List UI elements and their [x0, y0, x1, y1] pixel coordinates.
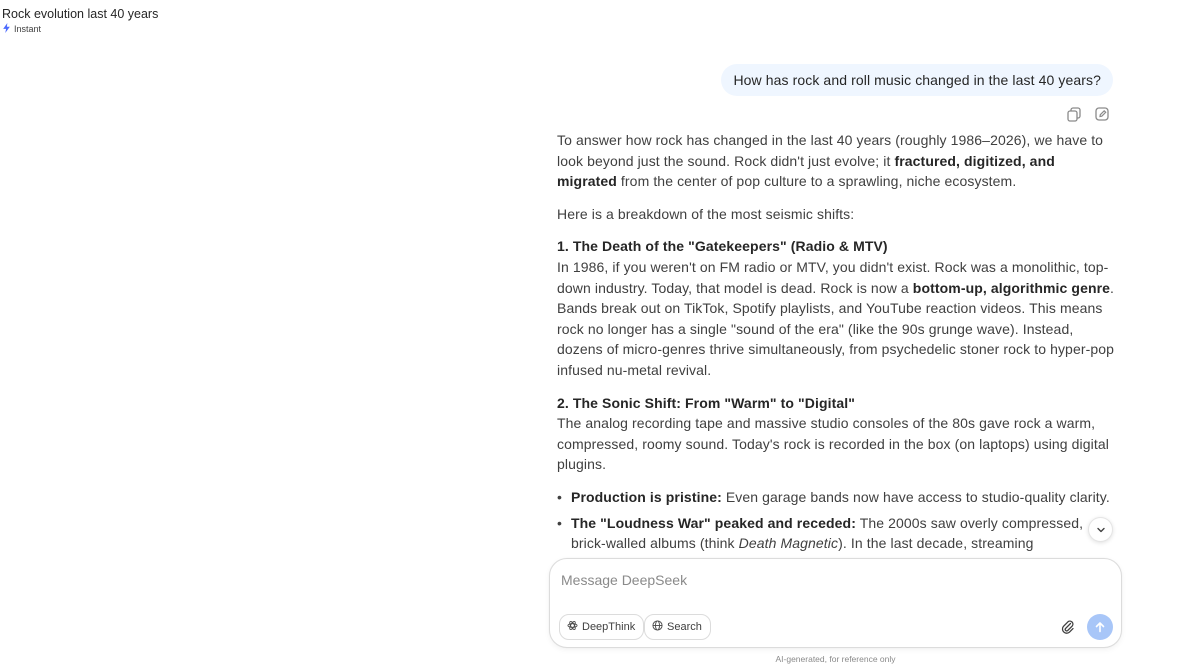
chat-header [2, 6, 158, 35]
model-label: Instant [14, 24, 42, 34]
lightning-icon [2, 23, 11, 35]
answer-intro [557, 130, 1116, 192]
list-item [557, 487, 1116, 508]
section-2 [557, 393, 1116, 475]
model-tag [2, 23, 158, 35]
globe-icon [652, 620, 663, 634]
section-1-heading: 1. The Death of the "Gatekeepers" (Radio & MTV) [557, 238, 888, 255]
section-2-text: The analog recording tape and massive studio consoles of the 80s gave rock a warm, compressed, roomy sound. Today's rock is recorded in the box (on laptops) using digital plugins. [557, 415, 1109, 473]
breakdown-line: Here is a breakdown of the most seismic shifts: [557, 205, 855, 222]
list-item-text: Even garage bands now have access to studio-quality clarity. [721, 488, 1110, 505]
assistant-answer [556, 130, 1116, 569]
chevron-down-icon [1096, 525, 1106, 535]
intro-bold: fractured, digitized, and migrated [557, 152, 1055, 190]
intro-text: To answer how rock has changed in the last 40 years (roughly 1986–2026), we have to look beyond just the sound. Rock didn't just evolve; it [557, 132, 1104, 169]
list-item-label: Production is pristine: [571, 488, 722, 505]
chat-title: Rock evolution last 40 years [2, 7, 159, 21]
send-button[interactable] [1087, 614, 1113, 640]
user-message-row [556, 64, 1116, 96]
intro-text-end: from the center of pop culture to a sprawling, niche ecosystem. [616, 173, 1017, 190]
list-item-text: The 2000s saw overly compressed, brick-walled albums (think [571, 514, 1084, 552]
user-message-actions [556, 106, 1116, 122]
chat-scroll-area[interactable] [556, 64, 1116, 569]
section-1 [557, 236, 1116, 380]
disclaimer: AI-generated, for reference only [775, 654, 896, 664]
arrow-up-icon [1094, 621, 1106, 633]
search-toggle[interactable] [644, 614, 711, 640]
section-1-text-end: . Bands break out on TikTok, Spotify playlists, and YouTube reaction videos. This means rock no longer has a single "sound of the era" (like the 90s grunge wave). Instead, dozens of micro-genres thrive simultaneously, from psychedelic stoner rock to hyper-pop infused nu-metal revival. [557, 279, 1115, 378]
user-message: How has rock and roll music changed in the last 40 years? [721, 64, 1113, 96]
copy-icon[interactable] [1066, 106, 1082, 122]
section-2-heading: 2. The Sonic Shift: From "Warm" to "Digital" [557, 394, 855, 411]
album-title: Death Magnetic [738, 535, 839, 552]
section-1-bold: bottom-up, algorithmic genre [912, 279, 1111, 296]
message-input[interactable] [561, 569, 1061, 591]
edit-icon[interactable] [1094, 106, 1110, 122]
attachment-icon[interactable] [1060, 619, 1076, 635]
deepthink-label: DeepThink [582, 621, 636, 633]
section-1-text: In 1986, if you weren't on FM radio or MTV, you didn't exist. Rock was a monolithic, top-down industry. Today, that model is dead. Rock is now a [557, 258, 1109, 296]
scroll-to-bottom-button[interactable] [1088, 517, 1113, 542]
search-label: Search [667, 621, 702, 633]
deepthink-icon [567, 620, 578, 634]
message-composer [549, 558, 1122, 648]
list-item-label: The "Loudness War" peaked and receded: [571, 514, 856, 531]
list-item-text-end: ). In the last decade, streaming [838, 535, 1034, 552]
section-2-list [557, 487, 1116, 569]
deepthink-toggle[interactable] [559, 614, 644, 640]
